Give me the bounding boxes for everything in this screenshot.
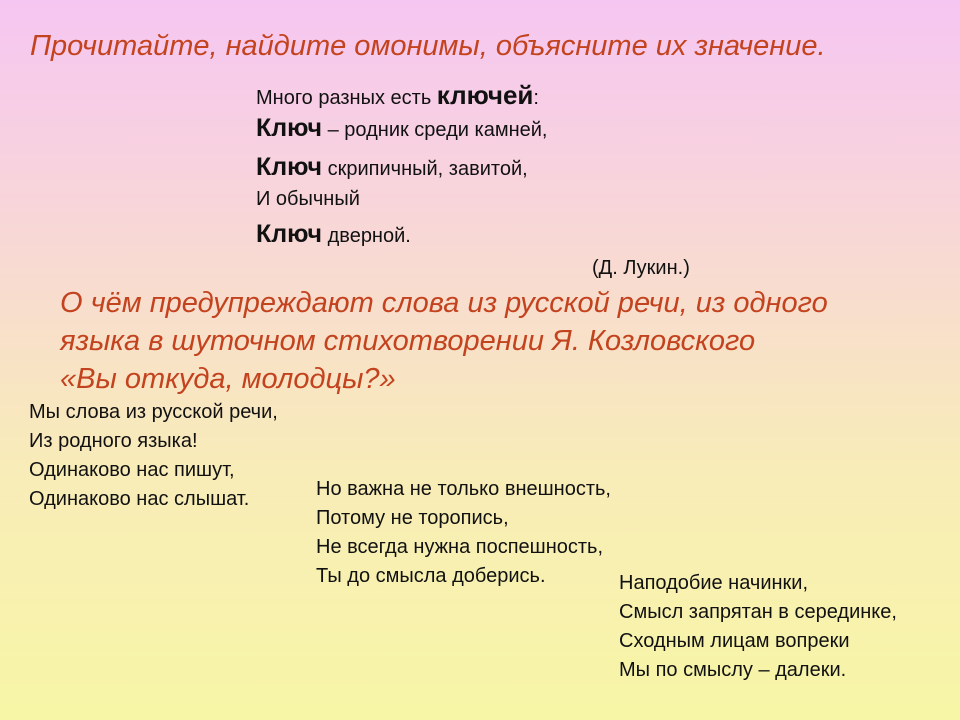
poem-text: скрипичный, завитой, bbox=[322, 158, 528, 180]
poem-line-1 bbox=[256, 80, 539, 111]
poem-keyword: Ключ bbox=[256, 220, 323, 248]
stanza-line: Мы по смыслу – далеки. bbox=[619, 659, 847, 681]
poem-text: : bbox=[533, 87, 539, 109]
task2-line-3: «Вы откуда, молодцы?» bbox=[60, 363, 396, 395]
poem-line-5 bbox=[256, 220, 411, 249]
stanza-3 bbox=[619, 569, 897, 685]
stanza-line: Потому не торопись, bbox=[316, 507, 509, 529]
stanza-line: Сходным лицам вопреки bbox=[619, 630, 850, 652]
task2-line-1: О чём предупреждают слова из русской речи, из одного bbox=[60, 287, 828, 319]
poem-line-2 bbox=[256, 114, 547, 143]
stanza-line: Ты до смысла доберись. bbox=[316, 565, 546, 587]
poem-text: дверной. bbox=[322, 225, 411, 247]
poem-keyword: ключей bbox=[436, 80, 534, 110]
task-heading-2 bbox=[60, 284, 828, 398]
stanza-line: Одинаково нас пишут, bbox=[29, 459, 235, 481]
stanza-line: Мы слова из русской речи, bbox=[29, 401, 278, 423]
task2-line-2: языка в шуточном стихотворении Я. Козловского bbox=[60, 325, 756, 357]
poem-keyword: Ключ bbox=[256, 153, 323, 181]
stanza-line: Не всегда нужна поспешность, bbox=[316, 536, 604, 558]
poem-keyword: Ключ bbox=[256, 114, 323, 142]
poem-author: (Д. Лукин.) bbox=[592, 257, 690, 279]
poem-text: – родник среди камней, bbox=[322, 119, 548, 141]
stanza-line: Смысл запрятан в серединке, bbox=[619, 601, 897, 623]
poem-text: Много разных есть bbox=[256, 87, 437, 109]
stanza-line: Наподобие начинки, bbox=[619, 572, 809, 594]
task-heading-1: Прочитайте, найдите омонимы, объясните их значение. bbox=[30, 30, 826, 62]
stanza-1 bbox=[29, 398, 278, 514]
stanza-2 bbox=[316, 475, 611, 591]
stanza-line: Из родного языка! bbox=[29, 430, 198, 452]
stanza-line: Но важна не только внешность, bbox=[316, 478, 611, 500]
poem-line-3 bbox=[256, 153, 528, 182]
poem-line-4: И обычный bbox=[256, 188, 360, 210]
stanza-line: Одинаково нас слышат. bbox=[29, 488, 250, 510]
